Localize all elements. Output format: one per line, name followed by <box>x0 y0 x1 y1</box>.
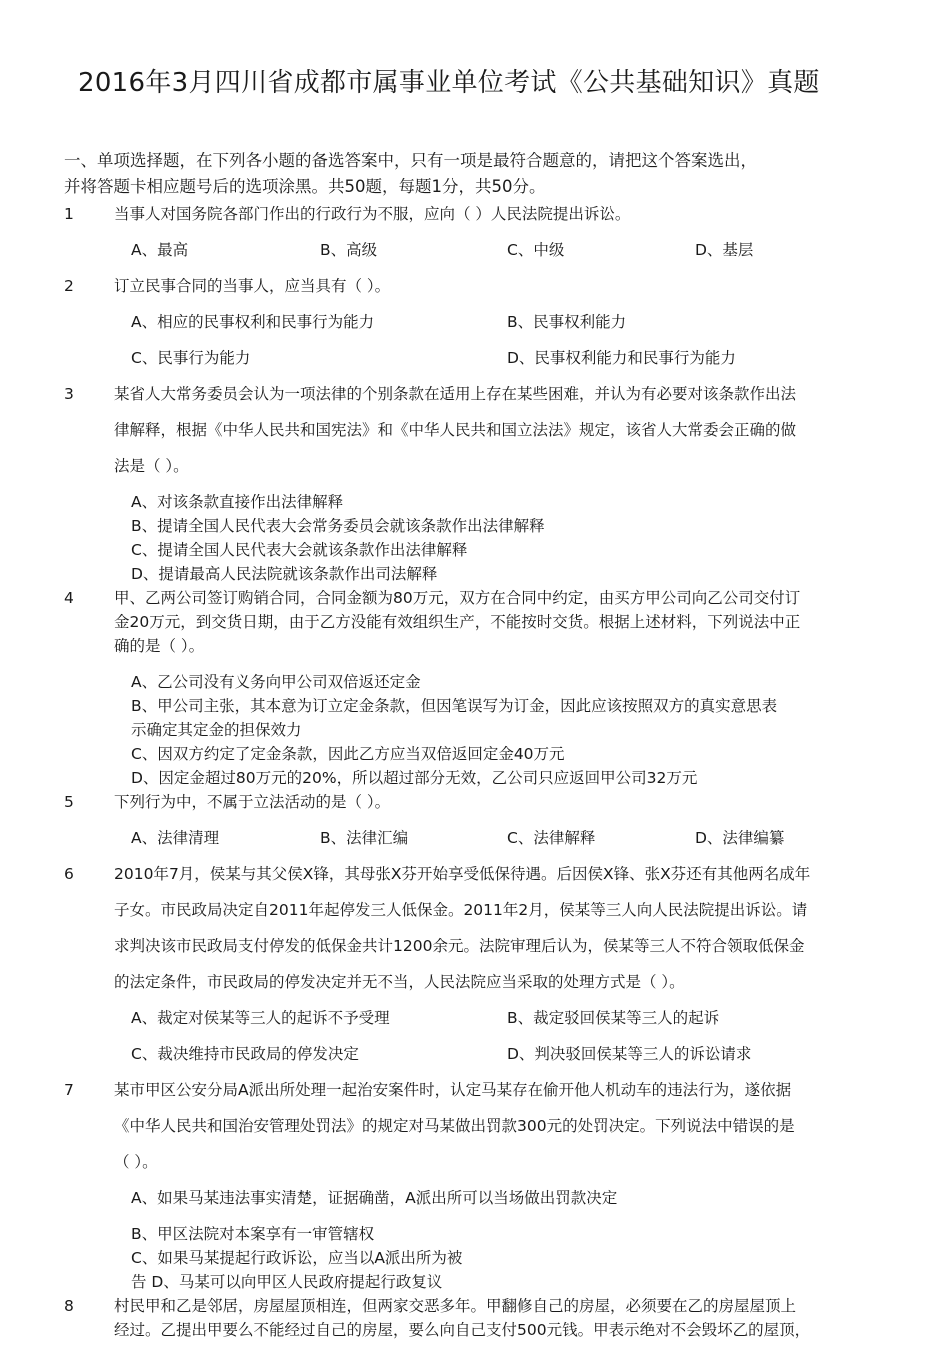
question-text: 经过。乙提出甲要么不能经过自己的房屋，要么向自己支付500元钱。甲表示绝对不会毁坏乙的屋顶， <box>114 1321 811 1339</box>
option-c: C、如果马某提起行政诉讼，应当以A派出所为被 <box>131 1249 463 1267</box>
section-instruction-line-2: 并将答题卡相应题号后的选项涂黑。共50题，每题1分，共50分。 <box>64 177 546 196</box>
question-text: 某省人大常务委员会认为一项法律的个别条款在适用上存在某些困难，并认为有必要对该条款作出法 <box>114 385 797 403</box>
option-d: D、法律编纂 <box>695 829 785 847</box>
option-c: C、中级 <box>507 241 565 259</box>
option-a: A、最高 <box>131 241 189 259</box>
option-d: D、提请最高人民法院就该条款作出司法解释 <box>131 565 438 583</box>
question-number: 3 <box>64 385 74 403</box>
option-b: B、甲公司主张，其本意为订立定金条款，但因笔误写为订金，因此应该按照双方的真实意思表 <box>131 697 778 715</box>
option-b: B、提请全国人民代表大会常务委员会就该条款作出法律解释 <box>131 517 545 535</box>
question-text: 《中华人民共和国治安管理处罚法》的规定对马某做出罚款300元的处罚决定。下列说法中错误的是 <box>114 1117 795 1135</box>
option-a: A、裁定对侯某等三人的起诉不予受理 <box>131 1009 390 1027</box>
option-c: C、提请全国人民代表大会就该条款作出法律解释 <box>131 541 468 559</box>
option-c: C、法律解释 <box>507 829 596 847</box>
question-text: 当事人对国务院各部门作出的行政行为不服，应向（ ）人民法院提出诉讼。 <box>114 205 631 223</box>
question-text: 村民甲和乙是邻居，房屋屋顶相连，但两家交恶多年。甲翻修自己的房屋，必须要在乙的房屋屋顶上 <box>114 1297 797 1315</box>
option-d: D、判决驳回侯某等三人的诉讼请求 <box>507 1045 752 1063</box>
question-number: 7 <box>64 1081 74 1099</box>
question-text: 2010年7月，侯某与其父侯X锋，其母张X芬开始享受低保待遇。后因侯X锋、张X芬还有其他两名成年 <box>114 865 811 883</box>
question-text: 的法定条件，市民政局的停发决定并无不当，人民法院应当采取的处理方式是（ ）。 <box>114 973 685 991</box>
question-text: 求判决该市民政局支付停发的低保金共计1200余元。法院审理后认为，侯某等三人不符合领取低保金 <box>114 937 805 955</box>
option-b-cont: 示确定其定金的担保效力 <box>131 721 302 739</box>
option-b: B、高级 <box>320 241 378 259</box>
option-a: A、法律清理 <box>131 829 220 847</box>
option-b: B、民事权利能力 <box>507 313 627 331</box>
option-d: 告 D、马某可以向甲区人民政府提起行政复议 <box>131 1273 443 1291</box>
question-number: 2 <box>64 277 74 295</box>
option-c: C、民事行为能力 <box>131 349 251 367</box>
question-text: 甲、乙两公司签订购销合同，合同金额为80万元，双方在合同中约定，由买方甲公司向乙公司交付订 <box>114 589 801 607</box>
question-text: 金20万元，到交货日期，由于乙方没能有效组织生产，不能按时交货。根据上述材料，下列说法中正 <box>114 613 801 631</box>
question-text: 订立民事合同的当事人，应当具有（ ）。 <box>114 277 391 295</box>
option-c: C、裁决维持市民政局的停发决定 <box>131 1045 359 1063</box>
option-d: D、基层 <box>695 241 754 259</box>
option-b: B、甲区法院对本案享有一审管辖权 <box>131 1225 375 1243</box>
option-b: B、裁定驳回侯某等三人的起诉 <box>507 1009 720 1027</box>
question-text: （ ）。 <box>114 1153 158 1171</box>
question-text: 律解释，根据《中华人民共和国宪法》和《中华人民共和国立法法》规定，该省人大常委会正确的做 <box>114 421 797 439</box>
question-text: 子女。市民政局决定自2011年起停发三人低保金。2011年2月，侯某等三人向人民法院提出诉讼。请 <box>114 901 808 919</box>
section-instruction-line-1: 一、单项选择题，在下列各小题的备选答案中，只有一项是最符合题意的，请把这个答案选出， <box>64 151 757 170</box>
option-d: D、因定金超过80万元的20%，所以超过部分无效，乙公司只应返回甲公司32万元 <box>131 769 698 787</box>
question-text: 下列行为中，不属于立法活动的是（ ）。 <box>114 793 391 811</box>
question-text: 某市甲区公安分局A派出所处理一起治安案件时，认定马某存在偷开他人机动车的违法行为，遂依据 <box>114 1081 792 1099</box>
option-a: A、乙公司没有义务向甲公司双倍返还定金 <box>131 673 421 691</box>
question-number: 6 <box>64 865 74 883</box>
question-number: 4 <box>64 589 74 607</box>
option-c: C、因双方约定了定金条款，因此乙方应当双倍返回定金40万元 <box>131 745 565 763</box>
option-b: B、法律汇编 <box>320 829 409 847</box>
page-title: 2016年3月四川省成都市属事业单位考试《公共基础知识》真题 <box>78 68 820 98</box>
question-number: 1 <box>64 205 74 223</box>
option-a: A、对该条款直接作出法律解释 <box>131 493 344 511</box>
option-a: A、如果马某违法事实清楚，证据确凿，A派出所可以当场做出罚款决定 <box>131 1189 618 1207</box>
option-d: D、民事权利能力和民事行为能力 <box>507 349 736 367</box>
question-number: 5 <box>64 793 74 811</box>
option-a: A、相应的民事权利和民事行为能力 <box>131 313 375 331</box>
question-number: 8 <box>64 1297 74 1315</box>
question-text: 法是（ ）。 <box>114 457 189 475</box>
question-text: 确的是（ ）。 <box>114 637 205 655</box>
